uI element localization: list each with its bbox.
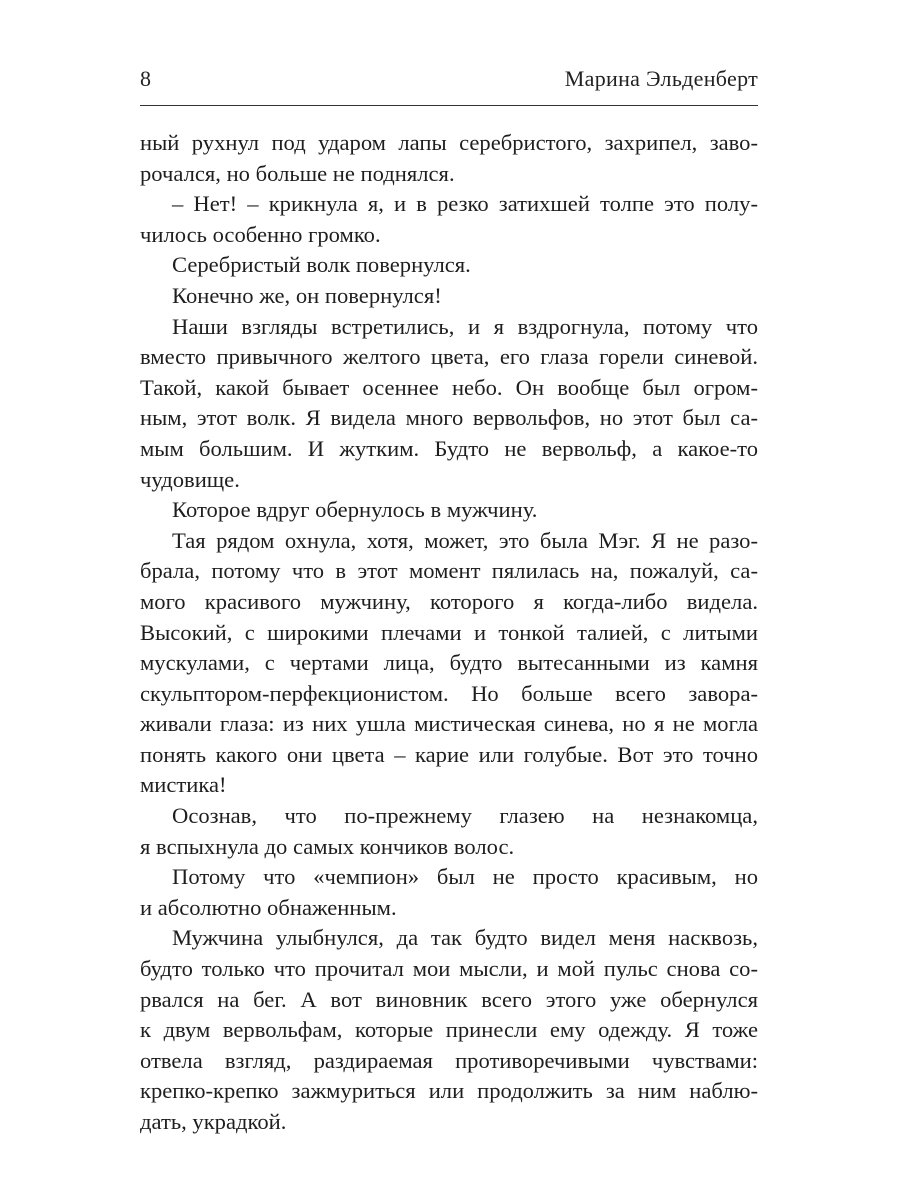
text-line: мого красивого мужчину, которого я когда-либо видела.: [140, 588, 758, 614]
text-line: ный рухнул под ударом лапы серебристого, захрипел, заво-: [140, 130, 758, 155]
text-line: чилось особенно громко.: [140, 221, 381, 247]
text-line: Конечно же, он повернулся!: [172, 282, 442, 308]
text-line: рвался на бег. А вот виновник всего этого уже обернулся: [140, 986, 758, 1012]
paragraph: [140, 128, 758, 189]
text-line: вместо привычного желтого цвета, его глаза горели синевой.: [140, 344, 758, 370]
text-line: чудовище.: [140, 466, 240, 492]
text-line: крепко-крепко зажмуриться или продолжить за ним наблю-: [140, 1078, 758, 1104]
text-line: Серебристый волк повернулся.: [172, 252, 471, 278]
author-name: Марина Эльденберт: [564, 66, 758, 91]
paragraph: [140, 495, 758, 526]
paragraph: [140, 189, 758, 250]
book-page: [140, 66, 758, 1138]
body-text: [140, 128, 758, 1138]
text-line: – Нет! – крикнула я, и в резко затихшей толпе это полу-: [172, 191, 758, 217]
text-line: Тая рядом охнула, хотя, может, это была Мэг. Я не разо-: [172, 527, 758, 553]
text-line: Потому что «чемпион» был не просто красивым, но: [172, 864, 758, 890]
paragraph: [140, 250, 758, 281]
text-line: к двум вервольфам, которые принесли ему одежду. Я тоже: [140, 1017, 758, 1043]
page-number: 8: [140, 66, 152, 91]
text-line: будто только что прочитал мои мысли, и мой пульс снова со-: [140, 956, 758, 982]
text-line: Которое вдруг обернулось в мужчину.: [172, 497, 538, 523]
text-line: рочался, но больше не поднялся.: [140, 160, 455, 186]
text-line: понять какого они цвета – карие или голубые. Вот это точно: [140, 741, 758, 767]
paragraph: [140, 862, 758, 923]
text-line: и абсолютно обнаженным.: [140, 894, 397, 920]
text-line: скульптором-перфекционистом. Но больше всего завора-: [140, 680, 758, 706]
text-line: брала, потому что в этот момент пялилась на, пожалуй, са-: [140, 558, 758, 584]
paragraph: [140, 281, 758, 312]
text-line: отвела взгляд, раздираемая противоречивыми чувствами:: [140, 1047, 758, 1073]
text-line: Такой, какой бывает осеннее небо. Он вообще был огром-: [140, 374, 758, 400]
paragraph: [140, 312, 758, 496]
text-line: дать, украдкой.: [140, 1109, 287, 1134]
text-line: Мужчина улыбнулся, да так будто видел меня насквозь,: [172, 925, 758, 951]
text-line: Наши взгляды встретились, и я вздрогнула, потому что: [172, 313, 758, 339]
text-line: живали глаза: из них ушла мистическая синева, но я не могла: [140, 711, 758, 737]
text-line: Высокий, с широкими плечами и тонкой талией, с литыми: [140, 619, 758, 645]
paragraph: [140, 801, 758, 862]
text-line: ным, этот волк. Я видела много вервольфов, но этот был са-: [140, 405, 758, 431]
header-rule: [140, 105, 758, 106]
text-line: Осознав, что по-прежнему глазею на незнакомца,: [172, 803, 758, 829]
paragraph: [140, 526, 758, 801]
text-line: мистика!: [140, 772, 227, 798]
paragraph: [140, 923, 758, 1137]
running-head: [140, 66, 758, 98]
text-line: я вспыхнула до самых кончиков волос.: [140, 833, 515, 859]
text-line: мускулами, с чертами лица, будто вытесанными из камня: [140, 650, 758, 676]
text-line: мым большим. И жутким. Будто не вервольф, а какое-то: [140, 435, 758, 461]
